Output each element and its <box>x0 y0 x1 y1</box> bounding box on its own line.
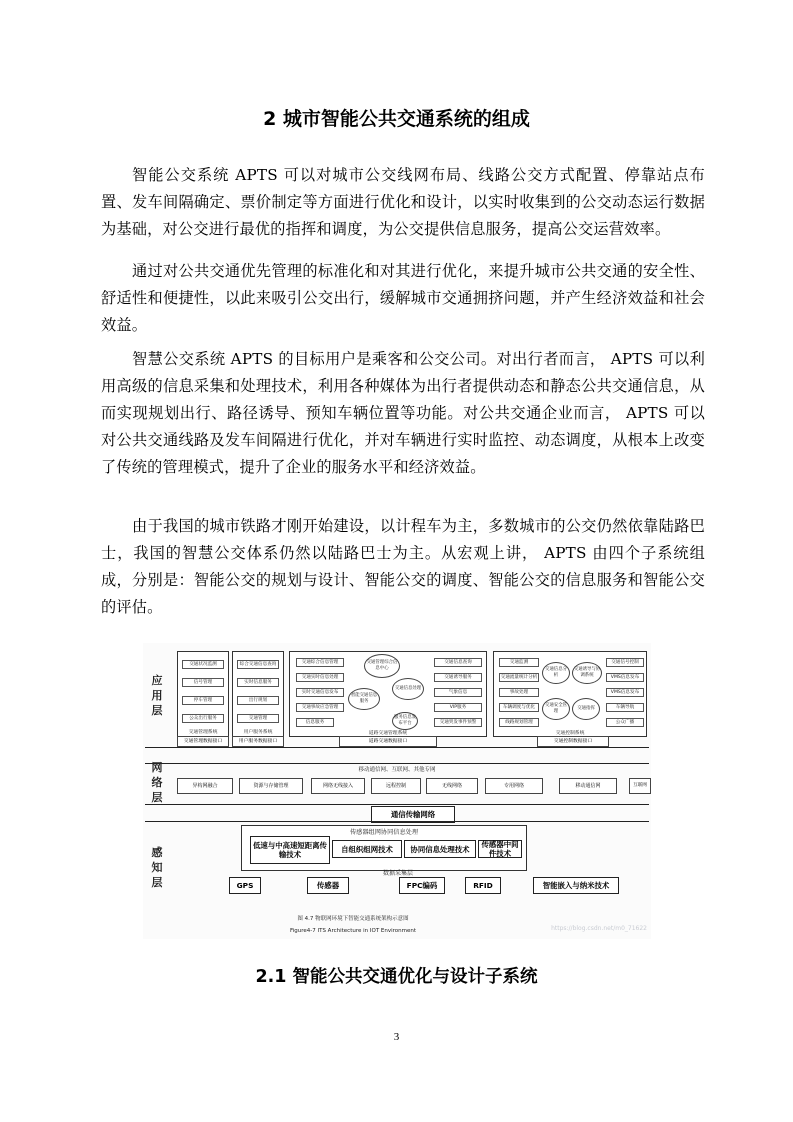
network-band-title: 移动通信网、互联网、其他专网 <box>358 767 436 773</box>
transport-network-label: 通信传输网络 <box>371 806 455 823</box>
paragraph-2: 通过对公共交通优先管理的标准化和对其进行优化，来提升城市公共交通的安全性、舒适性和便捷性，以此来吸引公交出行，缓解城市交通拥挤问题，并产生经济效益和社会效益。 <box>101 262 705 334</box>
traffic-management-item: 公众出行服务 <box>182 714 224 723</box>
traffic-control-oval: 交通诱导与协调系统 <box>572 662 602 684</box>
network-box: 无线网络 <box>426 778 478 794</box>
sensor-network-box <box>241 825 527 871</box>
interface-tab: 用户服务数据接口 <box>232 736 284 747</box>
layer-label-sensing: 感知层 <box>151 846 163 889</box>
road-traffic-oval: 智能交通信息服务 <box>348 688 380 710</box>
collection-box: GPS <box>229 877 261 894</box>
interface-tab: 交通管理数据接口 <box>177 736 229 747</box>
interface-tab: 道路交通数据接口 <box>339 736 437 747</box>
traffic-control-output: 车辆导航 <box>606 703 644 712</box>
collection-box: RFID <box>465 877 501 894</box>
traffic-control-output: VMS信息发布 <box>606 688 644 697</box>
page-number: 3 <box>393 1031 400 1043</box>
road-traffic-oval: 交通信息处理 <box>392 678 424 700</box>
figure-caption-en: Figure4-7 ITS Architecture in IOT Environment <box>289 928 417 934</box>
traffic-control-item: 车辆调度与优化 <box>499 703 539 712</box>
collection-box: FPC编码 <box>399 877 445 894</box>
sensor-tech-box: 传感器中间件技术 <box>478 840 522 858</box>
road-traffic-item: 交通事故应急管理 <box>296 703 344 712</box>
user-service-item: 综合交通信息查询 <box>237 660 279 669</box>
road-traffic-service: 交通诱导服务 <box>434 673 482 682</box>
traffic-control-item: 交通监测 <box>499 658 539 667</box>
sensor-tech-box: 协同信息处理技术 <box>404 840 476 858</box>
traffic-management-item: 信号管理 <box>182 678 224 687</box>
road-traffic-service: 交通突发事件预警 <box>434 718 482 727</box>
road-traffic-oval: 交通管理综合信息中心 <box>364 654 400 678</box>
network-box: 异构网融合 <box>177 778 233 794</box>
sensor-network-header: 传感器组网协同信息处理 <box>349 829 419 836</box>
road-traffic-service: 气象信息 <box>434 688 482 697</box>
traffic-control-item: 交通流量统计分析 <box>500 675 538 680</box>
layer-label-application: 应用层 <box>151 674 163 717</box>
sensor-tech-box: 低速与中高速短距离传输技术 <box>250 836 330 864</box>
subsection-heading: 2.1 智能公共交通优化与设计子系统 <box>255 967 538 987</box>
traffic-control-output: 公众广播 <box>606 718 644 727</box>
traffic-management-box <box>177 651 229 737</box>
sensor-tech-box: 自组织组网技术 <box>332 840 402 858</box>
network-box: 远程控制 <box>371 778 421 794</box>
user-service-item: 交通管理 <box>237 714 279 723</box>
figure-caption-cn: 图 4.7 物联网环境下智能交通系统架构示意图 <box>297 916 409 922</box>
road-traffic-service: VIP服务 <box>434 703 482 712</box>
interface-tab: 交通控制数据接口 <box>537 736 609 747</box>
traffic-management-item: 停车管理 <box>182 696 224 705</box>
data-collection-label: 数据采集层 <box>382 870 413 877</box>
paragraph-3: 智慧公交系统 APTS 的目标用户是乘客和公交公司。对出行者而言， APTS 可以利用高级的信息采集和处理技术，利用各种媒体为出行者提供动态和静态公共交通信息，从而实现规划出行、路径诱导、预知车辆位置等功能。对公共交通企业而言， APTS 可以对公共交通线路及发车间隔进行优化，并对车辆进行实时监控、动态调度，从根本上改变了传统的管理模式，提升了企业的服务水平和经济效益。 <box>101 350 705 476</box>
network-box: 网络无线接入 <box>311 778 365 794</box>
road-traffic-item: 交通实时信息处理 <box>296 673 344 682</box>
road-traffic-oval: 服务信息发布平台 <box>392 712 418 730</box>
traffic-control-item: 线路规划管理 <box>499 718 539 727</box>
section-heading: 2 城市智能公共交通系统的组成 <box>263 108 530 130</box>
its-architecture-figure <box>143 643 651 939</box>
user-service-box <box>232 651 284 737</box>
layer-label-network: 网络层 <box>151 761 163 804</box>
network-box: 资源与存储管理 <box>239 778 303 794</box>
collection-box: 智能嵌入与纳米技术 <box>533 877 619 894</box>
watermark: https://blog.csdn.net/m0_71622 <box>551 925 647 932</box>
traffic-control-output: VMS信息发布 <box>606 673 644 682</box>
road-traffic-item: 信息服务 <box>296 718 334 727</box>
road-traffic-item: 实时交通信息发布 <box>296 688 344 697</box>
road-traffic-system-box <box>289 651 487 737</box>
traffic-control-system-box <box>493 651 647 737</box>
user-service-item: 实时信息服务 <box>237 678 279 687</box>
road-traffic-caption: 道路交通管理系统 <box>368 731 408 736</box>
traffic-control-oval: 交通安全管理 <box>542 698 570 720</box>
traffic-control-output: 交通信号控制 <box>606 658 644 667</box>
network-box: 专用网络 <box>485 778 543 794</box>
traffic-management-caption: 交通管理系统 <box>188 730 218 735</box>
user-service-caption: 用户服务系统 <box>243 730 273 735</box>
network-box: 互联网 <box>629 778 651 794</box>
traffic-management-item: 交通状况监测 <box>182 660 224 669</box>
road-traffic-item: 交通综合信息管理 <box>296 658 344 667</box>
traffic-control-oval: 交通指挥 <box>572 698 600 720</box>
paragraph-4: 由于我国的城市铁路才刚开始建设，以计程车为主，多数城市的公交仍然依靠陆路巴士，我国的智慧公交体系仍然以陆路巴士为主。从宏观上讲， APTS 由四个子系统组成，分别是：智能公交的规划与设计、智能公交的调度、智能公交的信息服务和智能公交的评估。 <box>101 517 705 616</box>
user-service-item: 出行规划 <box>237 696 279 705</box>
traffic-control-item: 事故处理 <box>499 688 539 697</box>
road-traffic-service: 交通信息查询 <box>434 658 482 667</box>
collection-box: 传感器 <box>307 877 349 894</box>
network-box: 移动通信网 <box>559 778 617 794</box>
paragraph-1: 智能公交系统 APTS 可以对城市公交线网布局、线路公交方式配置、停靠站点布置、发车间隔确定、票价制定等方面进行优化和设计，以实时收集到的公交动态运行数据为基础，对公交进行最优的指挥和调度，为公交提供信息服务，提高公交运营效率。 <box>101 166 705 238</box>
traffic-control-oval: 交通信息分析 <box>542 662 570 684</box>
traffic-control-caption: 交通控制系统 <box>555 731 585 736</box>
